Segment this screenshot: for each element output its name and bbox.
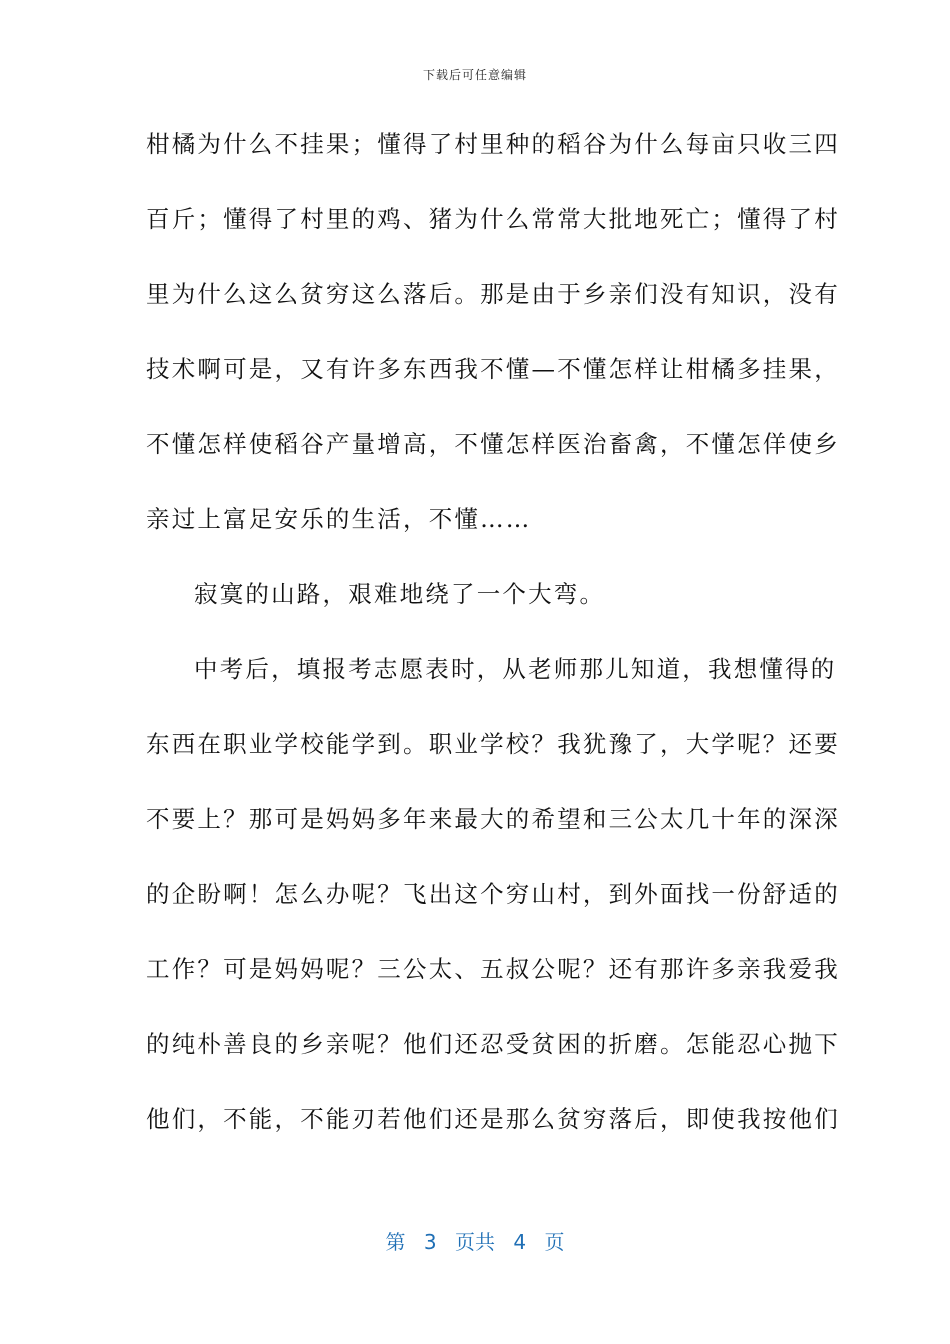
total-page-count: 4 bbox=[513, 1230, 527, 1254]
text-line: 不要上？那可是妈妈多年来最大的希望和三公太几十年的深深 bbox=[146, 805, 840, 833]
text-line: 柑橘为什么不挂果；懂得了村里种的稻谷为什么每亩只收三四 bbox=[146, 130, 840, 158]
current-page-number: 3 bbox=[423, 1230, 437, 1254]
document-body bbox=[146, 122, 840, 1172]
text-line: 东西在职业学校能学到。职业学校？我犹豫了，大学呢？还要 bbox=[146, 730, 840, 758]
footer-middle: 页共 bbox=[455, 1230, 495, 1254]
footer-suffix: 页 bbox=[544, 1230, 565, 1254]
footer-prefix: 第 bbox=[385, 1230, 406, 1254]
text-line: 不懂怎样使稻谷产量增高，不懂怎样医治畜禽，不懂怎佯使乡 bbox=[146, 430, 840, 458]
text-line: 工作？可是妈妈呢？三公太、五叔公呢？还有那许多亲我爱我 bbox=[146, 955, 840, 983]
paragraph-first-line: 寂寞的山路，艰难地绕了一个大弯。 bbox=[194, 580, 606, 608]
paragraph-first-line: 中考后，填报考志愿表时，从老师那儿知道，我想懂得的 bbox=[194, 655, 837, 683]
page-footer bbox=[0, 1226, 950, 1255]
text-line: 里为什么这么贫穷这么落后。那是由于乡亲们没有知识，没有 bbox=[146, 280, 840, 308]
text-line: 的企盼啊！怎么办呢？飞出这个穷山村，到外面找一份舒适的 bbox=[146, 880, 840, 908]
text-line: 他们，不能，不能刃若他们还是那么贫穷落后，即使我按他们 bbox=[146, 1105, 840, 1133]
text-line: 亲过上富足安乐的生活，不懂…… bbox=[146, 505, 532, 533]
text-line: 技术啊可是，又有许多东西我不懂—不懂怎样让柑橘多挂果， bbox=[146, 355, 840, 383]
text-line: 的纯朴善良的乡亲呢？他们还忍受贫困的折磨。怎能忍心抛下 bbox=[146, 1030, 840, 1058]
text-line: 百斤；懂得了村里的鸡、猪为什么常常大批地死亡；懂得了村 bbox=[146, 205, 840, 233]
header-note: 下载后可任意编辑 bbox=[422, 68, 527, 82]
